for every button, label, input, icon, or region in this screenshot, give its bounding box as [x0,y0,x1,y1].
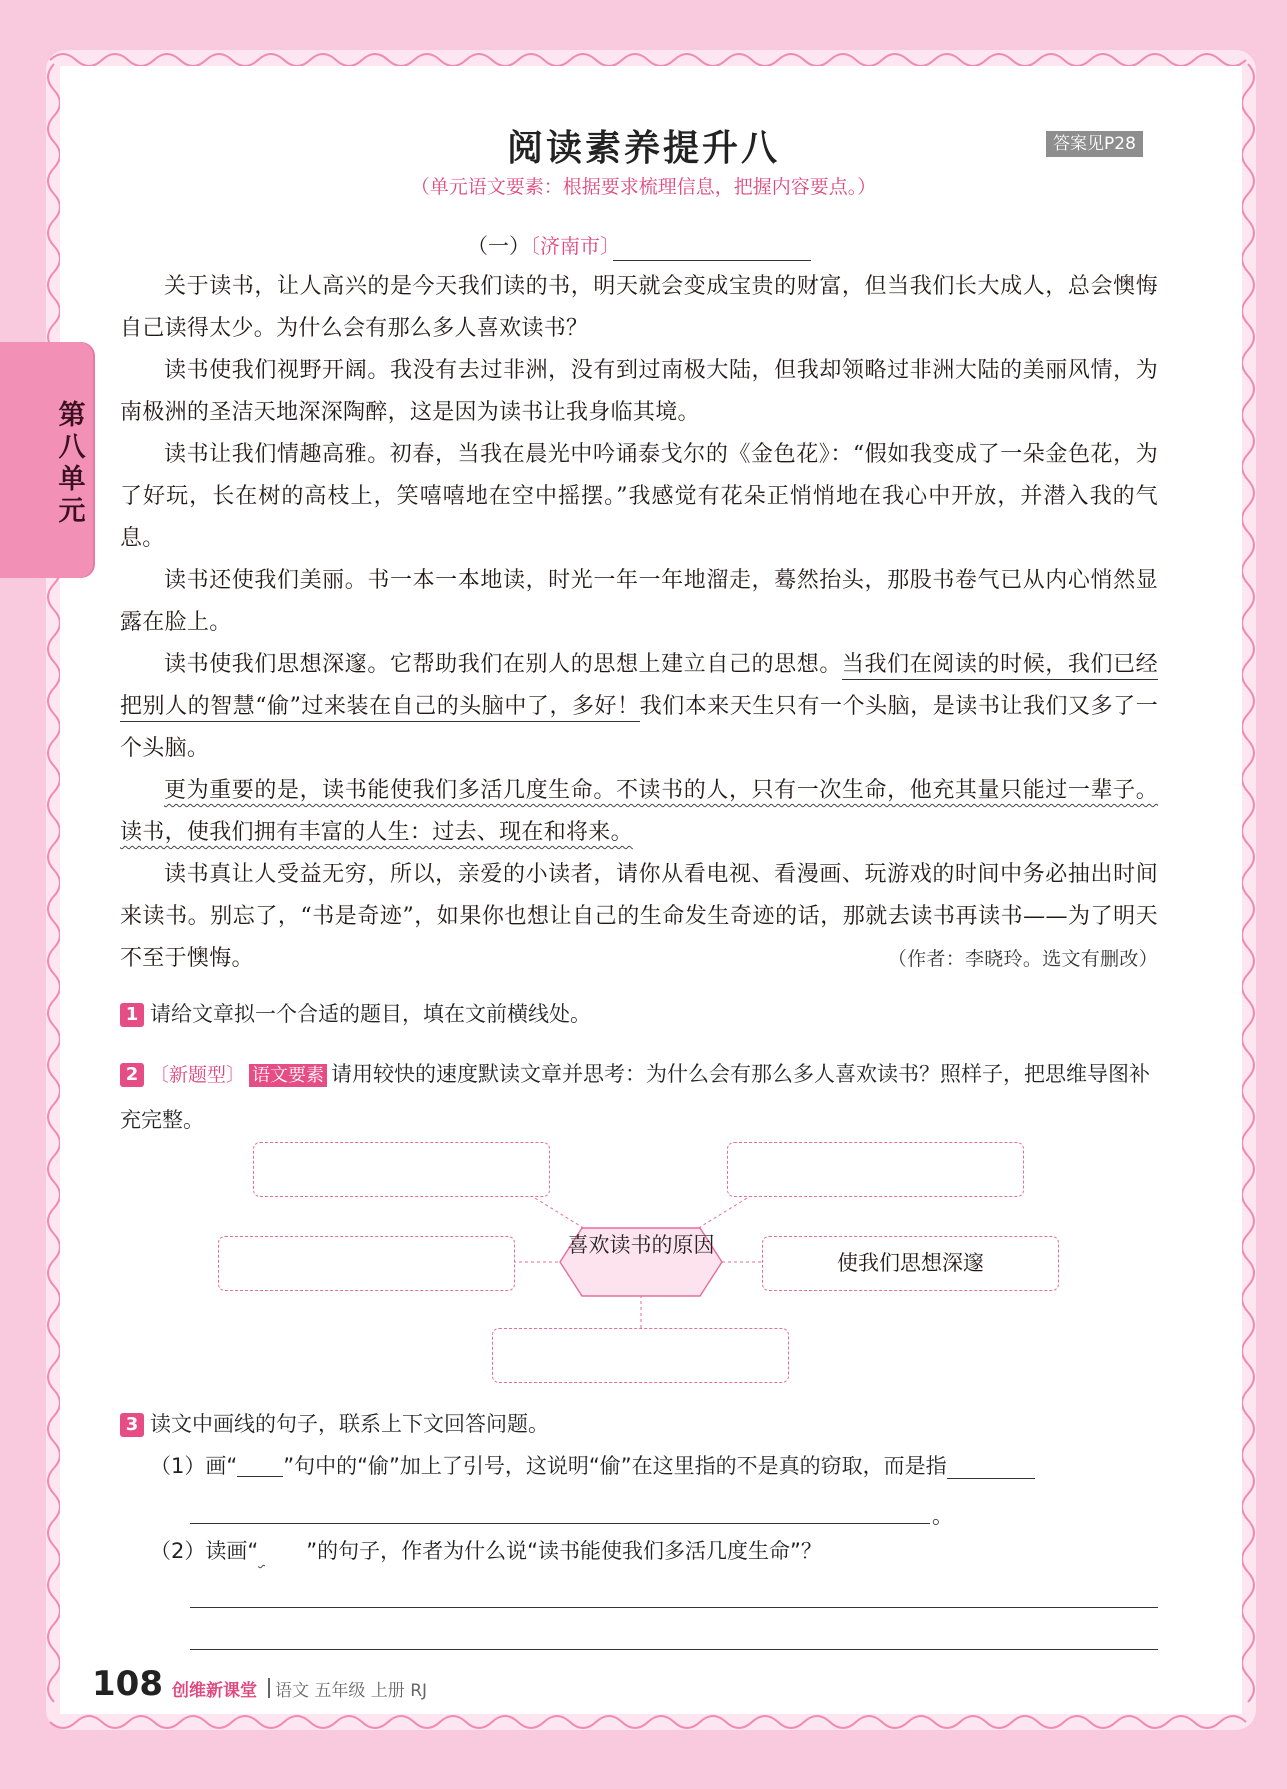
straight-line-sample [237,1476,283,1477]
underlined-sentence-wavy: 更为重要的是，读书能使我们多活几度生命。不读书的人，只有一次生命，他充其量只能过一辈子。读书，使我们拥有丰富的人生：过去、现在和将来。 [120,778,1158,845]
question-text: 请给文章拟一个合适的题目，填在文前横线处。 [150,1002,591,1026]
article-paragraph: 读书让我们情趣高雅。初春，当我在晨光中吟诵泰戈尔的《金色花》：“假如我变成了一朵金色花，为了好玩，长在树的高枝上，笑嘻嘻地在空中摇摆。”我感觉有花朵正悄悄地在我心中开放，并潜入我的气息。 [120,442,1158,551]
underlined-sentence-straight: 当我们在阅读的时候，我们已经把别人的智慧“偷”过来装在自己的头脑中了，多好！ [120,652,1158,722]
connector-line [692,1195,752,1232]
question-text: 读文中画线的句子，联系上下文回答问题。 [150,1412,549,1436]
sub-question-text: ”的句子，作者为什么说“读书能使我们多活几度生命”？ [306,1539,822,1563]
page-title: 阅读素养提升八 [506,128,780,169]
question-3 [120,1408,549,1438]
question-text: 请用较快的速度默读文章并思考：为什么会有那么多人喜欢读书？照样子，把思维导图补充完整。 [120,1062,1151,1132]
article-source: （作者：李晓玲。选文有删改） [887,948,1158,970]
new-type-tag: 〔新题型〕 [150,1064,246,1086]
answer-blank-line[interactable] [190,1523,930,1524]
paragraph-text: 我们本来天生只有一个头脑，是读书让我们又多了一个头脑。 [120,694,1158,761]
question-number-badge: 1 [120,1003,144,1027]
wavy-line-sample [258,1539,306,1563]
answer-blank[interactable] [947,1478,1035,1479]
sub-question-text: （2）读画“ [150,1539,259,1563]
section-city: 〔济南市〕 [530,234,620,258]
question-number-badge: 2 [120,1063,144,1087]
article-paragraph: 关于读书，让人高兴的是今天我们读的书，明天就会变成宝贵的财富，但当我们长大成人，总会懊悔自己读得太少。为什么会有那么多人喜欢读书？ [120,274,1158,341]
question-number-badge: 3 [120,1413,144,1437]
paragraph-text: 读书真让人受益无穷，所以，亲爱的小读者，请你从看电视、看漫画、玩游戏的时间中务必抽出时间来读书。别忘了，“书是奇迹”，如果你也想让自己的生命发生奇迹的话，那就去读书再读书——为了明天不至于懊悔。 [120,862,1158,971]
question-3-sub-1 [150,1450,1160,1480]
answer-blank-line[interactable] [190,1649,1158,1650]
footer-brand: 创维新课堂 [172,1681,257,1701]
page-number: 108 [92,1664,163,1704]
sub-question-text: ”句中的“偷”加上了引号，这说明“偷”在这里指的不是真的窃取，而是指 [283,1454,947,1478]
footer-book-info: 语文 五年级 上册 RJ [275,1681,428,1701]
question-3-sub-2 [150,1535,822,1565]
mindmap-box-top-right[interactable] [727,1142,1024,1197]
sub-question-text: （1）画“ [150,1454,238,1478]
sub-question-period: 。 [932,1504,953,1528]
article-paragraph: 读书使我们视野开阔。我没有去过非洲，没有到过南极大陆，但我却领略过非洲大陆的美丽风情，为南极洲的圣洁天地深深陶醉，这是因为读书让我身临其境。 [120,358,1158,425]
mindmap-box-top-left[interactable] [253,1142,550,1197]
article-paragraph: 读书还使我们美丽。书一本一本地读，时光一年一年地溜走，蓦然抬头，那股书卷气已从内心悄然显露在脸上。 [120,568,1158,635]
answer-reference-badge: 答案见P28 [1046,131,1143,157]
unit-language-element: （单元语文要素：根据要求梳理信息，把握内容要点。） [410,176,877,198]
mindmap-box-mid-left[interactable] [218,1236,515,1291]
footer-divider [268,1678,270,1698]
connector-line [530,1195,590,1232]
mindmap-box-mid-right[interactable]: 使我们思想深邃 [762,1236,1059,1291]
mindmap-box-bottom[interactable] [492,1328,789,1383]
mindmap-center-label: 喜欢读书的原因 [567,1233,715,1257]
unit-side-tab-label: 第八单元 [58,400,86,527]
answer-blank-line[interactable] [190,1607,1158,1608]
language-element-tag: 语文要素 [249,1064,327,1087]
section-number: （一） [467,234,530,258]
paragraph-text: 读书使我们思想深邃。它帮助我们在别人的思想上建立自己的思想。 [164,652,842,677]
